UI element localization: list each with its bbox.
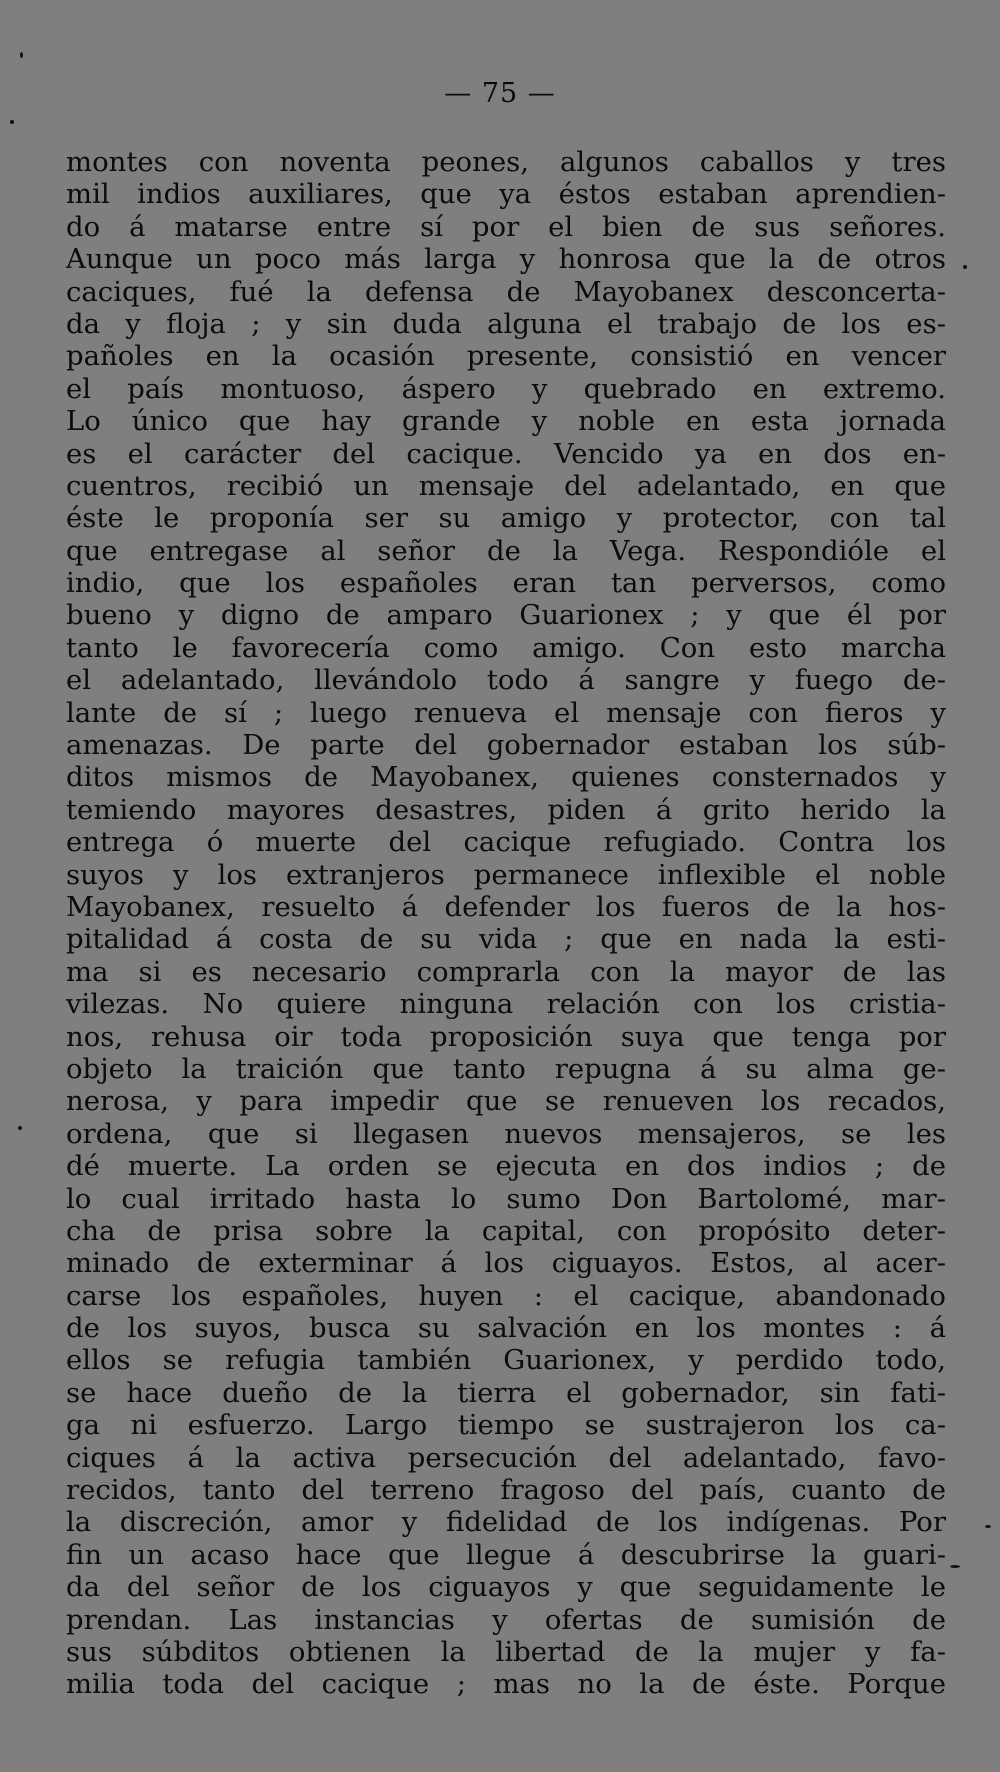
- text-line: cha de prisa sobre la capital, con propósito deter-: [66, 1214, 946, 1247]
- text-line: entrega ó muerte del cacique refugiado. Contra los: [66, 826, 946, 859]
- text-line: da y floja ; y sin duda alguna el trabajo de los es-: [66, 307, 946, 340]
- text-line: sus súbditos obtienen la libertad de la mujer y fa-: [66, 1635, 946, 1668]
- text-line: mil indios auxiliares, que ya éstos estaban aprendien-: [66, 178, 946, 211]
- text-line: de los suyos, busca su salvación en los montes : á: [66, 1312, 946, 1345]
- text-line: Lo único que hay grande y noble en esta jornada: [66, 405, 946, 438]
- text-line: que entregase al señor de la Vega. Respondióle el: [66, 534, 946, 567]
- text-line: nerosa, y para impedir que se renueven los recados,: [66, 1085, 946, 1118]
- text-line: ga ni esfuerzo. Largo tiempo se sustrajeron los ca-: [66, 1409, 946, 1442]
- text-line: ma si es necesario comprarla con la mayor de las: [66, 955, 946, 988]
- page-number: — 75 —: [444, 78, 556, 109]
- body-text: [66, 146, 946, 1701]
- text-line: la discreción, amor y fidelidad de los indígenas. Por: [66, 1506, 946, 1539]
- text-line: es el carácter del cacique. Vencido ya en dos en-: [66, 437, 946, 470]
- text-line: milia toda del cacique ; mas no la de éste. Porque: [66, 1668, 946, 1701]
- text-line: ellos se refugia también Guarionex, y perdido todo,: [66, 1344, 946, 1377]
- scan-speck: [10, 120, 14, 124]
- text-line: da del señor de los ciguayos y que seguidamente le: [66, 1571, 946, 1604]
- text-line: caciques, fué la defensa de Mayobanex desconcerta-: [66, 275, 946, 308]
- text-line: tanto le favorecería como amigo. Con esto marcha: [66, 631, 946, 664]
- text-line: temiendo mayores desastres, piden á grito herido la: [66, 793, 946, 826]
- text-line: objeto la traición que tanto repugna á su alma ge-: [66, 1052, 946, 1085]
- text-line: ditos mismos de Mayobanex, quienes consternados y: [66, 761, 946, 794]
- text-line: montes con noventa peones, algunos caballos y tres: [66, 146, 946, 178]
- text-line: do á matarse entre sí por el bien de sus señores.: [66, 210, 946, 243]
- text-line: lo cual irritado hasta lo sumo Don Bartolomé, mar-: [66, 1182, 946, 1215]
- scan-speck: [950, 1565, 960, 1568]
- text-line: recidos, tanto del terreno fragoso del país, cuanto de: [66, 1474, 946, 1507]
- scan-speck: [985, 1525, 991, 1528]
- scan-speck: [20, 52, 23, 58]
- text-line: vilezas. No quiere ninguna relación con los cristia-: [66, 988, 946, 1021]
- text-line: ciques á la activa persecución del adelantado, favo-: [66, 1441, 946, 1474]
- text-line: bueno y digno de amparo Guarionex ; y que él por: [66, 599, 946, 632]
- text-line: pitalidad á costa de su vida ; que en nada la esti-: [66, 923, 946, 956]
- scan-speck: [18, 1126, 22, 1130]
- text-line: pañoles en la ocasión presente, consistió en vencer: [66, 340, 946, 373]
- text-line: amenazas. De parte del gobernador estaban los súb-: [66, 729, 946, 762]
- text-line: el país montuoso, áspero y quebrado en extremo.: [66, 372, 946, 405]
- text-line: cuentros, recibió un mensaje del adelantado, en que: [66, 469, 946, 502]
- scan-speck: [963, 265, 967, 269]
- text-line: carse los españoles, huyen : el cacique, abandonado: [66, 1279, 946, 1312]
- text-line: el adelantado, llevándolo todo á sangre y fuego de-: [66, 664, 946, 697]
- text-line: lante de sí ; luego renueva el mensaje con fieros y: [66, 696, 946, 729]
- text-line: minado de exterminar á los ciguayos. Estos, al acer-: [66, 1247, 946, 1280]
- text-line: éste le proponía ser su amigo y protector, con tal: [66, 502, 946, 535]
- text-line: dé muerte. La orden se ejecuta en dos indios ; de: [66, 1150, 946, 1183]
- text-line: prendan. Las instancias y ofertas de sumisión de: [66, 1603, 946, 1636]
- text-line: nos, rehusa oir toda proposición suya que tenga por: [66, 1020, 946, 1053]
- text-line: Mayobanex, resuelto á defender los fueros de la hos-: [66, 890, 946, 923]
- text-line: ordena, que si llegasen nuevos mensajeros, se les: [66, 1117, 946, 1150]
- text-line: fin un acaso hace que llegue á descubrirse la guari-: [66, 1538, 946, 1571]
- text-line: indio, que los españoles eran tan perversos, como: [66, 567, 946, 600]
- text-line: suyos y los extranjeros permanece inflexible el noble: [66, 858, 946, 891]
- text-line: Aunque un poco más larga y honrosa que la de otros: [66, 243, 946, 276]
- text-line: se hace dueño de la tierra el gobernador, sin fati-: [66, 1376, 946, 1409]
